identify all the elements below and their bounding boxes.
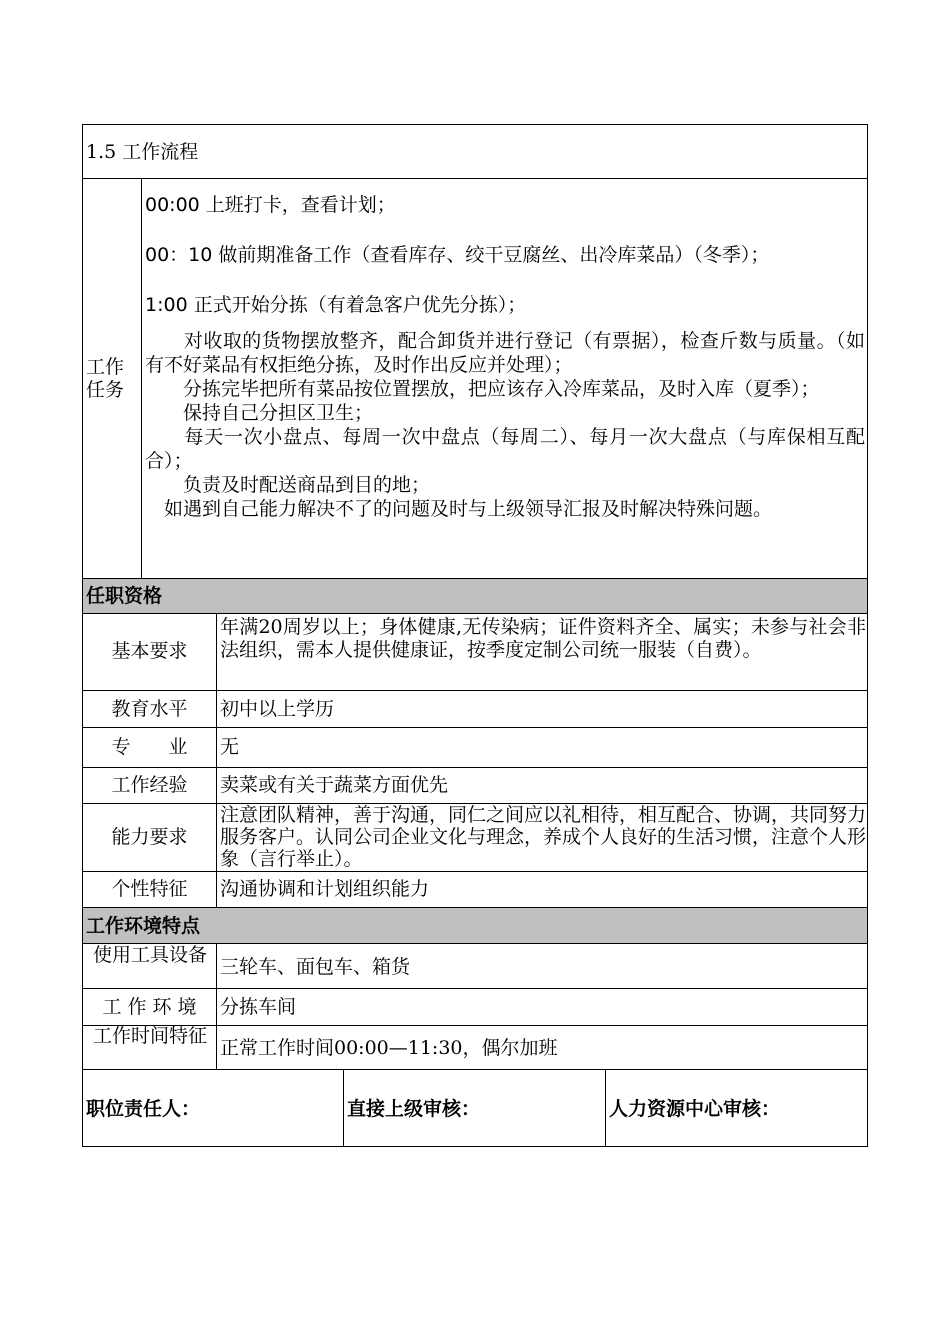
qualification-label: 基本要求 [111, 640, 188, 662]
column-divider [141, 178, 142, 578]
row-divider [82, 1069, 868, 1070]
row-divider [82, 690, 868, 691]
qualification-value: 沟通协调和计划组织能力 [220, 878, 430, 900]
task-paragraph: 保持自己分担区卫生； [145, 402, 374, 424]
task-paragraph: 如遇到自己能力解决不了的问题及时与上级领导汇报及时解决特殊问题。 [145, 498, 773, 520]
task-paragraph: 负责及时配送商品到目的地； [145, 474, 431, 496]
row-divider [82, 767, 868, 768]
qualification-label: 教育水平 [111, 698, 188, 720]
column-divider [605, 1069, 606, 1147]
qualification-value: 初中以上学历 [220, 698, 335, 720]
section-title: 1.5 工作流程 [86, 141, 199, 163]
task-paragraphs [145, 329, 865, 521]
environment-label: 工 作 环 境 [102, 996, 197, 1018]
qualification-value: 卖菜或有关于蔬菜方面优先 [220, 774, 449, 796]
row-divider [82, 613, 868, 614]
row-divider [82, 871, 868, 872]
signature-responsible: 职位责任人： [86, 1098, 201, 1120]
qualification-label: 个性特征 [111, 878, 188, 900]
qualification-value: 无 [220, 736, 240, 758]
schedule-line: 1:00 正式开始分拣（有着急客户优先分拣）； [145, 294, 527, 316]
schedule-line: 00:00 上班打卡，查看计划； [145, 194, 396, 216]
environment-value: 正常工作时间00:00—11:30，偶尔加班 [220, 1037, 558, 1059]
schedule-line: 00：10 做前期准备工作（查看库存、绞干豆腐丝、出冷库菜品）（冬季）； [145, 244, 770, 266]
environment-value: 分拣车间 [220, 996, 297, 1018]
task-paragraph: 分拣完毕把所有菜品按位置摆放，把应该存入冷库菜品，及时入库（夏季）； [145, 378, 820, 400]
task-label-line1: 工作 [86, 356, 125, 378]
column-divider [343, 1069, 344, 1147]
task-label-line2: 任务 [86, 379, 125, 401]
row-divider [82, 178, 868, 179]
signature-hr: 人力资源中心审核： [609, 1098, 781, 1120]
environment-value: 三轮车、面包车、箱货 [220, 956, 411, 978]
section-header-bg [83, 908, 867, 943]
column-divider [216, 613, 217, 907]
section-header-bg [83, 579, 867, 613]
task-paragraph: 对收取的货物摆放整齐，配合卸货并进行登记（有票据），检查斤数与质量。（如有不好菜品有权拒绝分拣，及时作出反应并处理）； [145, 330, 865, 376]
qualification-label: 工作经验 [111, 774, 188, 796]
row-divider [82, 988, 868, 989]
qualification-value: 注意团队精神，善于沟通，同仁之间应以礼相待，相互配合、协调，共同努力服务客户。认同公司企业文化与理念，养成个人良好的生活习惯，注意个人形象（言行举止）。 [220, 804, 867, 870]
row-divider [82, 727, 868, 728]
environment-label: 使用工具设备 [92, 944, 207, 966]
column-divider [216, 943, 217, 1069]
task-paragraph: 每天一次小盘点、每周一次中盘点（每周二）、每月一次大盘点（与库保相互配合）； [145, 426, 865, 472]
qualification-label: 专 业 [111, 736, 188, 758]
signature-supervisor: 直接上级审核： [347, 1098, 481, 1120]
environment-label: 工作时间特征 [92, 1025, 207, 1047]
qualification-label: 能力要求 [111, 826, 188, 848]
qualifications-header: 任职资格 [86, 585, 163, 607]
qualification-value: 年满20周岁以上；身体健康,无传染病；证件资料齐全、属实；未参与社会非法组织，需本人提供健康证，按季度定制公司统一服装（自费）。 [220, 616, 866, 661]
environment-header: 工作环境特点 [86, 915, 201, 937]
